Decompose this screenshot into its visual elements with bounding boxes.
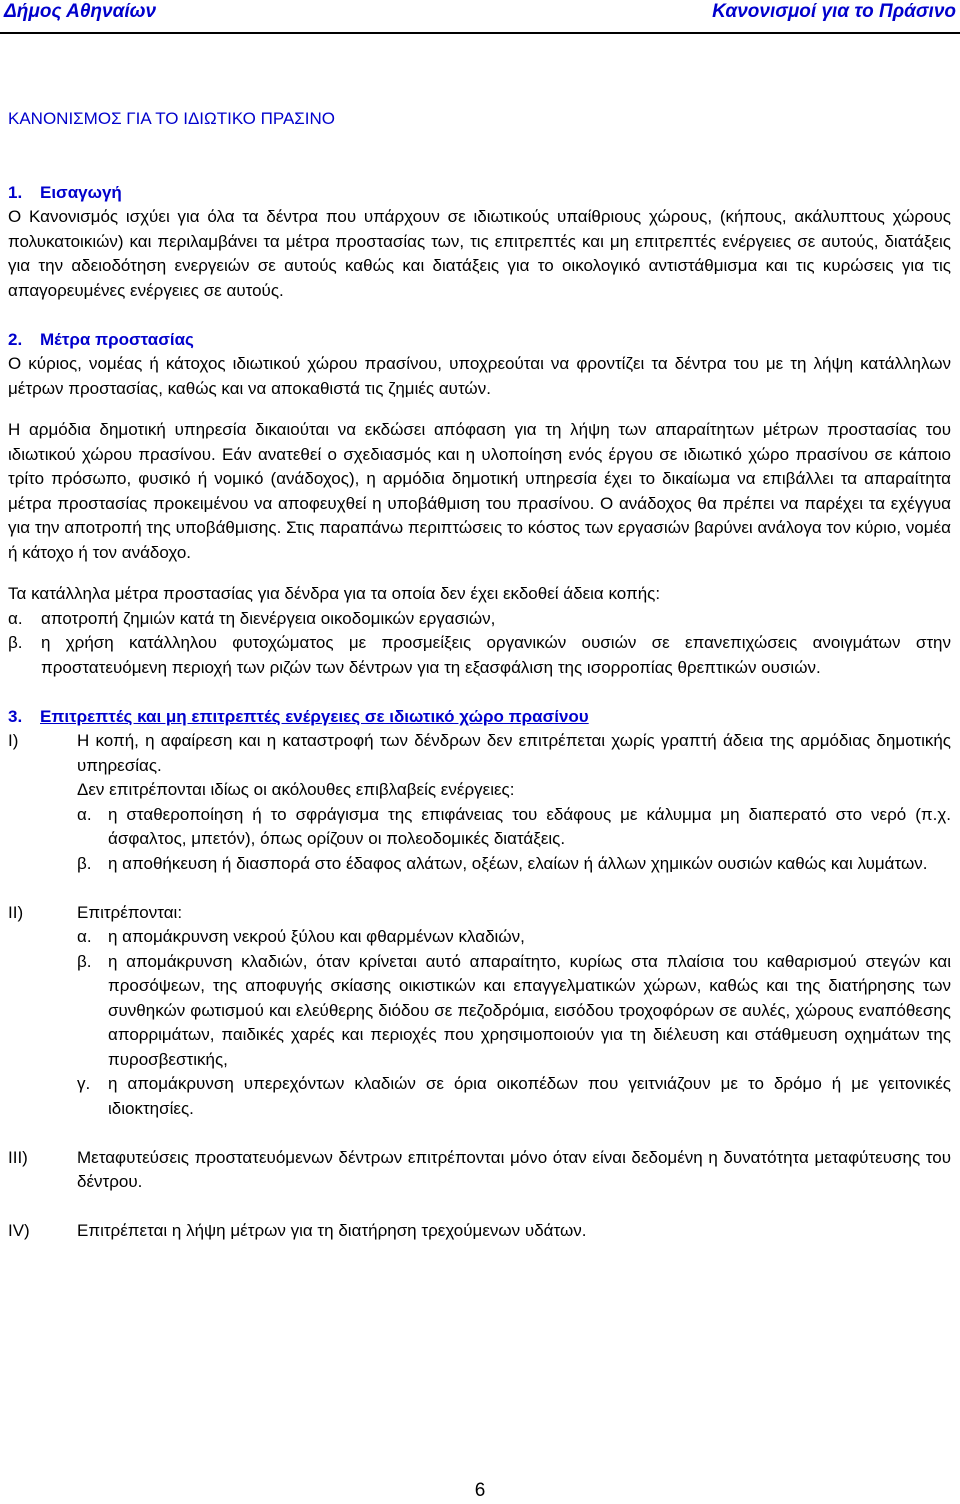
section-2-paragraph-3: Τα κατάλληλα μέτρα προστασίας για δένδρα για τα οποία δεν έχει εκδοθεί άδεια κοπής: (8, 584, 661, 603)
section-2-paragraph-1: Ο κύριος, νομέας ή κάτοχος ιδιωτικού χώρου πρασίνου, υποχρεούται να φροντίζει τα δέντρα του με τη λήψη κατάλληλων μέτρων προστασίας, καθώς και να αποκαθιστά τις ζημιές αυτών. (8, 354, 951, 398)
clause-I-list (8, 803, 951, 877)
clause-II (8, 901, 951, 926)
document-title: ΚΑΝΟΝΙΣΜΟΣ ΓΙΑ ΤΟ ΙΔΙΩΤΙΚΟ ΠΡΑΣΙΝΟ (8, 109, 336, 128)
section-1-title: Εισαγωγή (40, 182, 122, 202)
list-item-label: γ. (77, 1074, 91, 1093)
document-body (8, 107, 951, 1244)
list-item (77, 803, 951, 852)
list-item (77, 925, 951, 950)
list-item (77, 1072, 951, 1121)
clause-II-list (8, 925, 951, 1121)
clause-text: Μεταφυτεύσεις προστατευόμενων δέντρων επιτρέπονται μόνο όταν είναι δεδομένη η δυνατότητα μεταφύτευσης του δέντρου. (77, 1147, 951, 1191)
section-1-number: 1. (8, 182, 23, 202)
clause-I-note: Δεν επιτρέπονται ιδίως οι ακόλουθες επιβλαβείς ενέργειες: (77, 780, 515, 799)
list-item-label: α. (8, 608, 23, 628)
list-item (8, 631, 951, 680)
header-organization: Δήμος Αθηναίων (4, 1, 157, 22)
section-2-title: Μέτρα προστασίας (40, 329, 194, 349)
clause-III (8, 1146, 951, 1195)
section-1-body: Ο Κανονισμός ισχύει για όλα τα δέντρα που υπάρχουν σε ιδιωτικούς υπαίθριους χώρους, (κήπους, ακάλυπτους χώρους πολυκατοικιών) και περιλαμβάνει τα μέτρα προστασίας των, τις επιτρεπτές και μη επιτρεπτές ενέργειες σε αυτούς, διατάξεις για την αδειοδότηση ενεργειών σε αυτούς καθώς και διατάξεις για το οικολογικό αντιστάθμισμα και τις κυρώσεις για τις απαγορευμένες ενέργειες σε αυτούς. (8, 207, 951, 300)
clause-label: ΙΙΙ) (8, 1147, 28, 1167)
section-2-number: 2. (8, 329, 23, 349)
header-rule (0, 32, 960, 34)
header-document-title: Κανονισμοί για το Πράσινο (712, 1, 956, 22)
list-item-text: η απομάκρυνση κλαδιών, όταν κρίνεται αυτό απαραίτητο, κυρίως στα πλαίσια του καθαρισμού στεγών και προσόψεων, της αποφυγής σκίασης οικιστικών και επαγγελματικών χώρων, καθώς και της διατήρησης των συνθηκών φωτισμού και ελεύθερης διόδου σε πεζοδρόμια, εισόδου τροχοφόρων σε αυλές, χώρους εναπόθεσης απορριμάτων, παιδικές χαρές και περιοχές που χρησιμοποιούν για τη διέλευση και στάθμευση οχημάτων της πυροσβεστικής, (108, 951, 951, 1069)
list-item-label: β. (77, 853, 92, 873)
section-2-paragraph-2: Η αρμόδια δημοτική υπηρεσία δικαιούται να εκδώσει απόφαση για τη λήψη των απαραίτητων μέτρων προστασίας του ιδιωτικού χώρου πρασίνου. Εάν ανατεθεί ο σχεδιασμός και η υλοποίηση ενός έργου σε ιδιωτικό χώρο πρασίνου σε κάποιο τρίτο πρόσωπο, φυσικό ή νομικό (ανάδοχος), η αρμόδια δημοτική υπηρεσία έχει το δικαίωμα να επιβάλλει τα απαραίτητα μέτρα προστασίας προκειμένου να αποφευχθεί η υποβάθμιση του πρασίνου. Ο ανάδοχος θα πρέπει να παρέχει τα εχέγγυα για την αποτροπή της υποβάθμισης. Στις παραπάνω περιπτώσεις το κόστος των εργασιών βαρύνει ανάλογα τον κύριο, νομέα ή κάτοχο ή τον ανάδοχο. (8, 420, 951, 562)
section-3-number: 3. (8, 706, 23, 726)
clause-text: Επιτρέπονται: (77, 902, 183, 922)
list-item (8, 607, 951, 632)
section-3-title: Επιτρεπτές και μη επιτρεπτές ενέργειες σε ιδιωτικό χώρο πρασίνου (40, 706, 589, 726)
section-1-heading (8, 181, 951, 206)
list-item-label: α. (77, 804, 92, 824)
page-number: 6 (474, 1480, 486, 1501)
section-3-heading (8, 705, 951, 730)
section-2-heading (8, 328, 951, 353)
clause-label: ΙΙ) (8, 902, 24, 922)
list-item-text: η απομάκρυνση υπερεχόντων κλαδιών σε όρια οικοπέδων που γειτνιάζουν με το δρόμο ή με γειτονικές ιδιοκτησίες. (108, 1074, 951, 1118)
list-item-label: α. (77, 927, 92, 946)
list-item-label: β. (77, 951, 92, 971)
clause-I (8, 729, 951, 778)
clause-IV (8, 1219, 951, 1244)
clause-label: ΙV) (8, 1221, 30, 1240)
clause-text: Επιτρέπεται η λήψη μέτρων για τη διατήρηση τρεχούμενων υδάτων. (77, 1221, 587, 1240)
list-item-text: η χρήση κατάλληλου φυτοχώματος με προσμείξεις οργανικών ουσιών σε επανεπιχώσεις ανοιγμάτων στην προστατευόμενη περιοχή των ριζών των δέντρων για τη εξασφάλιση της ισορροπίας θρεπτικών ουσιών. (41, 633, 951, 677)
list-item-text: η απομάκρυνση νεκρού ξύλου και φθαρμένων κλαδιών, (108, 927, 525, 946)
clause-text: Η κοπή, η αφαίρεση και η καταστροφή των δένδρων δεν επιτρέπεται χωρίς γραπτή άδεια της αρμόδιας δημοτικής υπηρεσίας. (77, 731, 951, 775)
clause-label: Ι) (8, 731, 19, 750)
list-item-text: η σταθεροποίηση ή το σφράγισμα της επιφάνειας του εδάφους με κάλυμμα μη διαπερατό στο νερό (π.χ. άσφαλτος, μπετόν), όπως ορίζουν οι πολεοδομικές διατάξεις. (108, 804, 951, 848)
list-item-label: β. (8, 633, 23, 652)
page-header (0, 0, 960, 36)
list-item (77, 852, 951, 877)
list-item-text: αποτροπή ζημιών κατά τη διενέργεια οικοδομικών εργασιών, (41, 608, 496, 628)
list-item (77, 950, 951, 1073)
list-item-text: η αποθήκευση ή διασπορά στο έδαφος αλάτων, οξέων, ελαίων ή άλλων χημικών ουσιών καθώς και λυμάτων. (108, 853, 928, 873)
